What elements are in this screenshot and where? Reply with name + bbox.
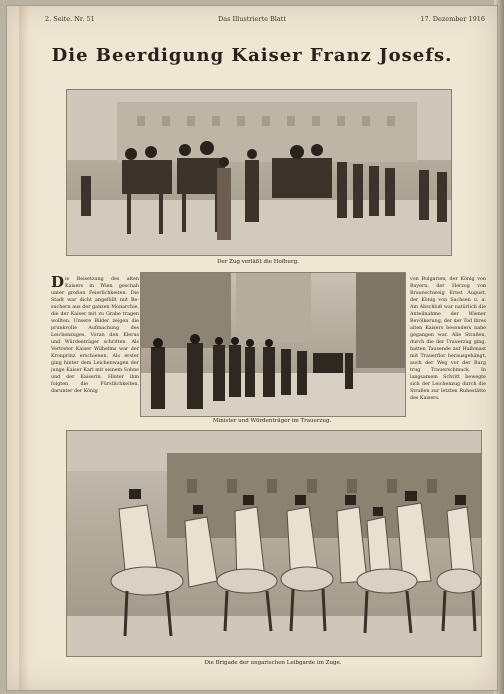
article-column-right: [410, 276, 486, 426]
cavalry-illustration: [67, 431, 481, 656]
photo-ministers: [140, 272, 406, 417]
photo-hungarian-guard: [66, 430, 482, 657]
ministers-illustration: [141, 273, 405, 416]
photo-procession-hofburg: [66, 89, 452, 256]
running-header: [7, 6, 497, 28]
drop-cap: D: [51, 276, 65, 291]
article-text-left: ie Beisetzung des alten Kaisers in Wien geschah unter großen Feierlichkeiten. Die Stadt war dicht angefüllt mit Besuchern aus der ganzen Monarchie, die der Kaiser mit zu Grabe tragen wollten. Unsere Bilder zeigen die prunkvolle Aufmachung des Leichenzuges. Voran den Klerus und Würdenträger schritten. Als Vertreter Kaiser Wilhelms war der Kronprinz erschienen. Als erster ging hinter dem Leichenwagen der junge Kaiser Karl mit seinem Sohne und der Kaiserin. Hinter ihm folgten die Fürstlichkeiten, darunter der König: [51, 277, 139, 394]
photo-caption-1: Der Zug verläßt die Hofburg.: [217, 259, 299, 265]
procession-illustration: [67, 90, 451, 255]
page-title: Die Beerdigung Kaiser Franz Josefs.: [51, 45, 453, 66]
article-text-right: von Bulgarien, der König von Bayern, der Herzog von Braunschweig Ernst August, der König von Sachsen u. a. Am Abschluß war natürlich die Anteilnahme der Wiener Bevölkerung, der der Tod ihres alten Kaisers besonders nahe gegangen war. Alle Straßen, durch die der Trauerzug ging, hatten Tausende auf Halbmast mit Trauerflor herausgehängt, auch der Weg vor der Burg trug Trauerschmuck. In langsamem Schritt bewegte sich der Leichenzug durch die Straßen zur letzten Ruhestätte des Kaisers.: [410, 277, 486, 401]
binding-stain: [19, 6, 29, 690]
header-page-number: 2. Seite. Nr. 51: [45, 15, 95, 23]
photo-caption-2: Minister und Würdenträger im Trauerzug.: [212, 418, 332, 424]
photo-caption-3: Die Brigade der ungarischen Leibgarde im Zuge.: [204, 660, 342, 666]
header-publication: Das Illustrierte Blatt: [218, 15, 286, 23]
article-column-left: [51, 276, 139, 426]
header-date: 17. Dezember 1916: [420, 15, 485, 23]
newspaper-page: [6, 5, 498, 691]
